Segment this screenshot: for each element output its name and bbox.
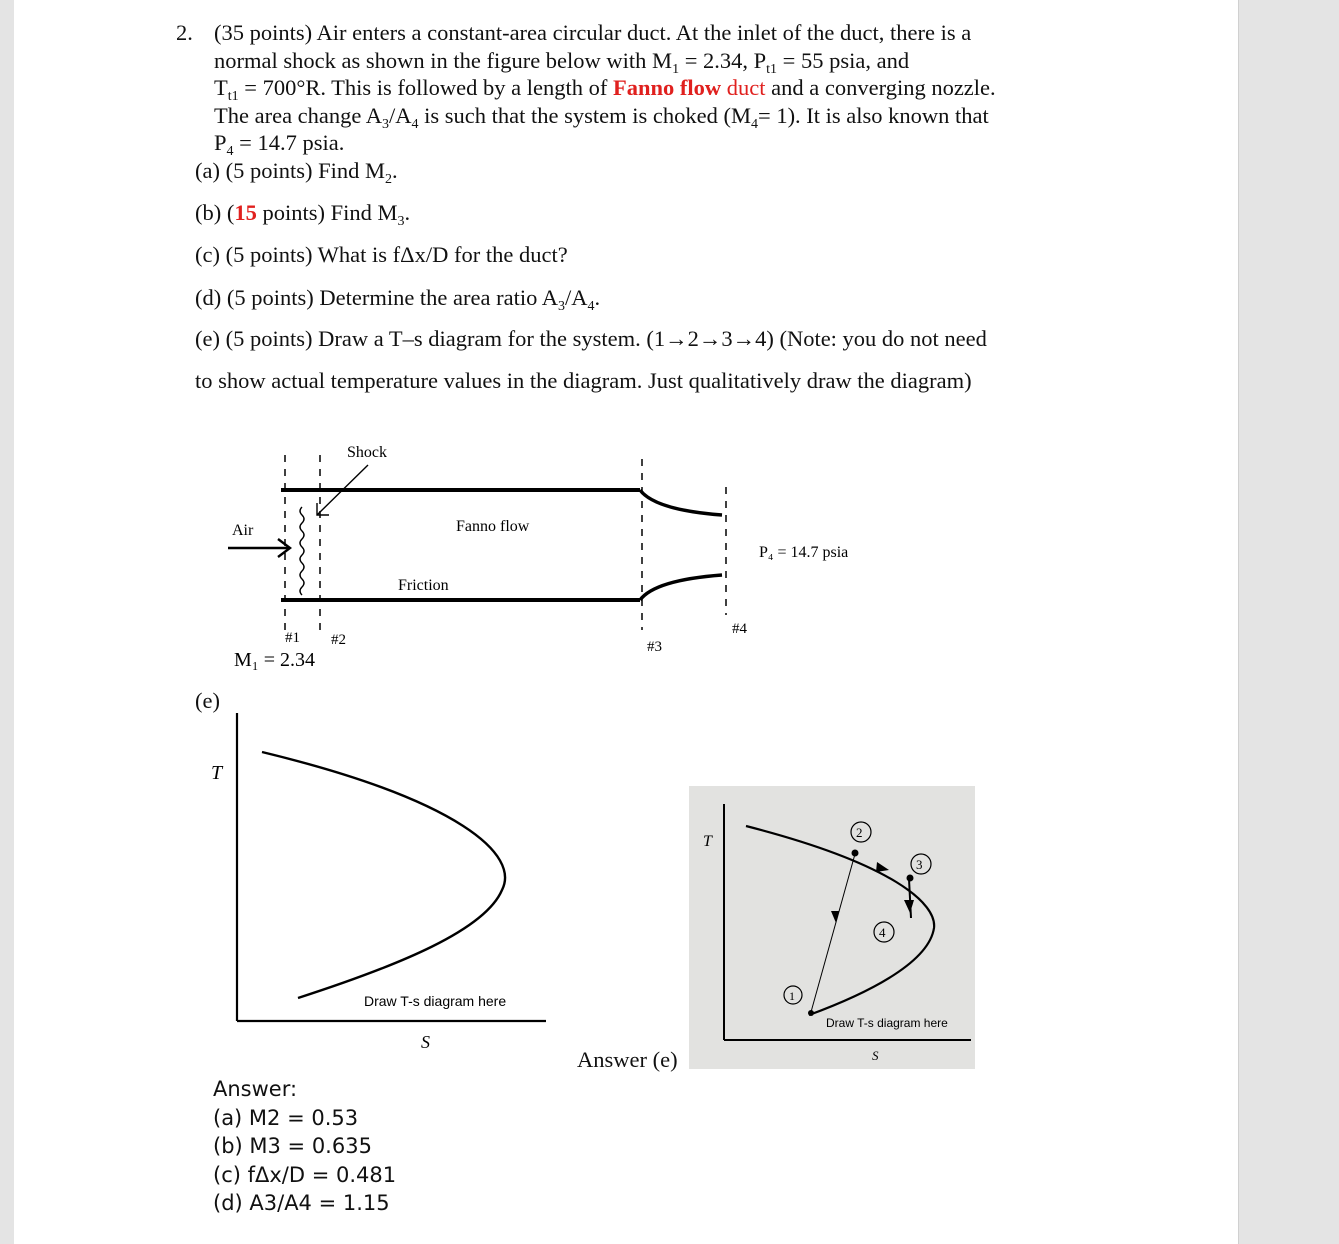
- document-page: [14, 0, 1239, 1244]
- p4-label: P₄ = 14.7 psia: [759, 544, 849, 561]
- m1-label: M₁ = 2.34: [234, 649, 316, 671]
- draw-hint: Draw T-s diagram here: [364, 993, 507, 1009]
- fanno-line-curve: [262, 752, 505, 998]
- state-label-1: 1: [789, 989, 795, 1003]
- problem-line-4: The area change $A_3/A_4$ is such that the system is choked $(M_4= 1)$. It is also known that: [214, 103, 989, 132]
- problem-line-3: $T_{t1} = 700^\circ R$. This is followed by a length of Fanno flow duct and a converging nozzle.: [214, 75, 996, 104]
- part-c: (c) (5 points) What is fΔx/D for the duct?: [195, 242, 568, 267]
- part-d: (d) (5 points) Determine the area ratio $A_3/A_4$.: [195, 285, 601, 314]
- state-point-3: [907, 875, 914, 882]
- answer-e-caption: Answer (e): [577, 1047, 678, 1072]
- shock-wave-squiggle: [300, 507, 304, 595]
- answer-draw-hint: Draw T-s diagram here: [826, 1016, 948, 1030]
- part-e-label: (e): [195, 688, 220, 713]
- problem-line-1: (35 points) Air enters a constant-area circular duct. At the inlet of the duct, there is a: [214, 20, 972, 45]
- answer-s-label: S: [872, 1048, 879, 1063]
- answer-b: (b) M3 = 0.635: [213, 1134, 372, 1158]
- fanno-flow-label: Fanno flow: [456, 518, 530, 535]
- problem-line-2: normal shock as shown in the figure below with $M_1 = 2.34$, $P_{t1} = 55$ psia, and: [214, 48, 910, 77]
- station-3-label: #3: [647, 639, 662, 655]
- air-label: Air: [232, 522, 254, 539]
- state-label-2: 2: [856, 825, 863, 840]
- part-e-line-2: to show actual temperature values in the diagram. Just qualitatively draw the diagram): [195, 368, 972, 393]
- state-point-2: [852, 850, 859, 857]
- t-axis-label: T: [211, 762, 223, 784]
- nozzle-bottom: [640, 575, 722, 600]
- nozzle-top: [640, 490, 722, 515]
- state-point-1: [808, 1010, 814, 1016]
- friction-label: Friction: [398, 577, 449, 594]
- station-4-label: #4: [732, 621, 747, 637]
- answer-a: (a) M2 = 0.53: [213, 1106, 359, 1130]
- shock-label: Shock: [347, 444, 387, 461]
- station-1-label: #1: [285, 630, 300, 646]
- answer-t-label: T: [703, 833, 712, 850]
- station-2-label: #2: [331, 632, 346, 648]
- part-a: (a) (5 points) Find $M_2$.: [195, 158, 398, 187]
- duct-figure: [200, 435, 880, 675]
- part-b: (b) (15 points) Find $M_3$.: [195, 200, 411, 229]
- state-label-3: 3: [916, 857, 923, 872]
- state-label-4: 4: [879, 925, 886, 940]
- ts-diagram-answer: [689, 786, 975, 1069]
- answers-heading: Answer:: [213, 1077, 298, 1101]
- ts-diagram-blank: [200, 705, 560, 1055]
- problem-number: 2.: [176, 20, 193, 45]
- problem-line-5: $P_4 = 14.7$ psia.: [214, 130, 345, 159]
- answer-c: (c) fΔx/D = 0.481: [213, 1163, 397, 1187]
- answer-d: (d) A3/A4 = 1.15: [213, 1191, 390, 1215]
- part-e-line-1: (e) (5 points) Draw a T–s diagram for the system. (1→2→3→4) (Note: you do not need: [195, 326, 987, 351]
- s-axis-label: S: [421, 1032, 430, 1052]
